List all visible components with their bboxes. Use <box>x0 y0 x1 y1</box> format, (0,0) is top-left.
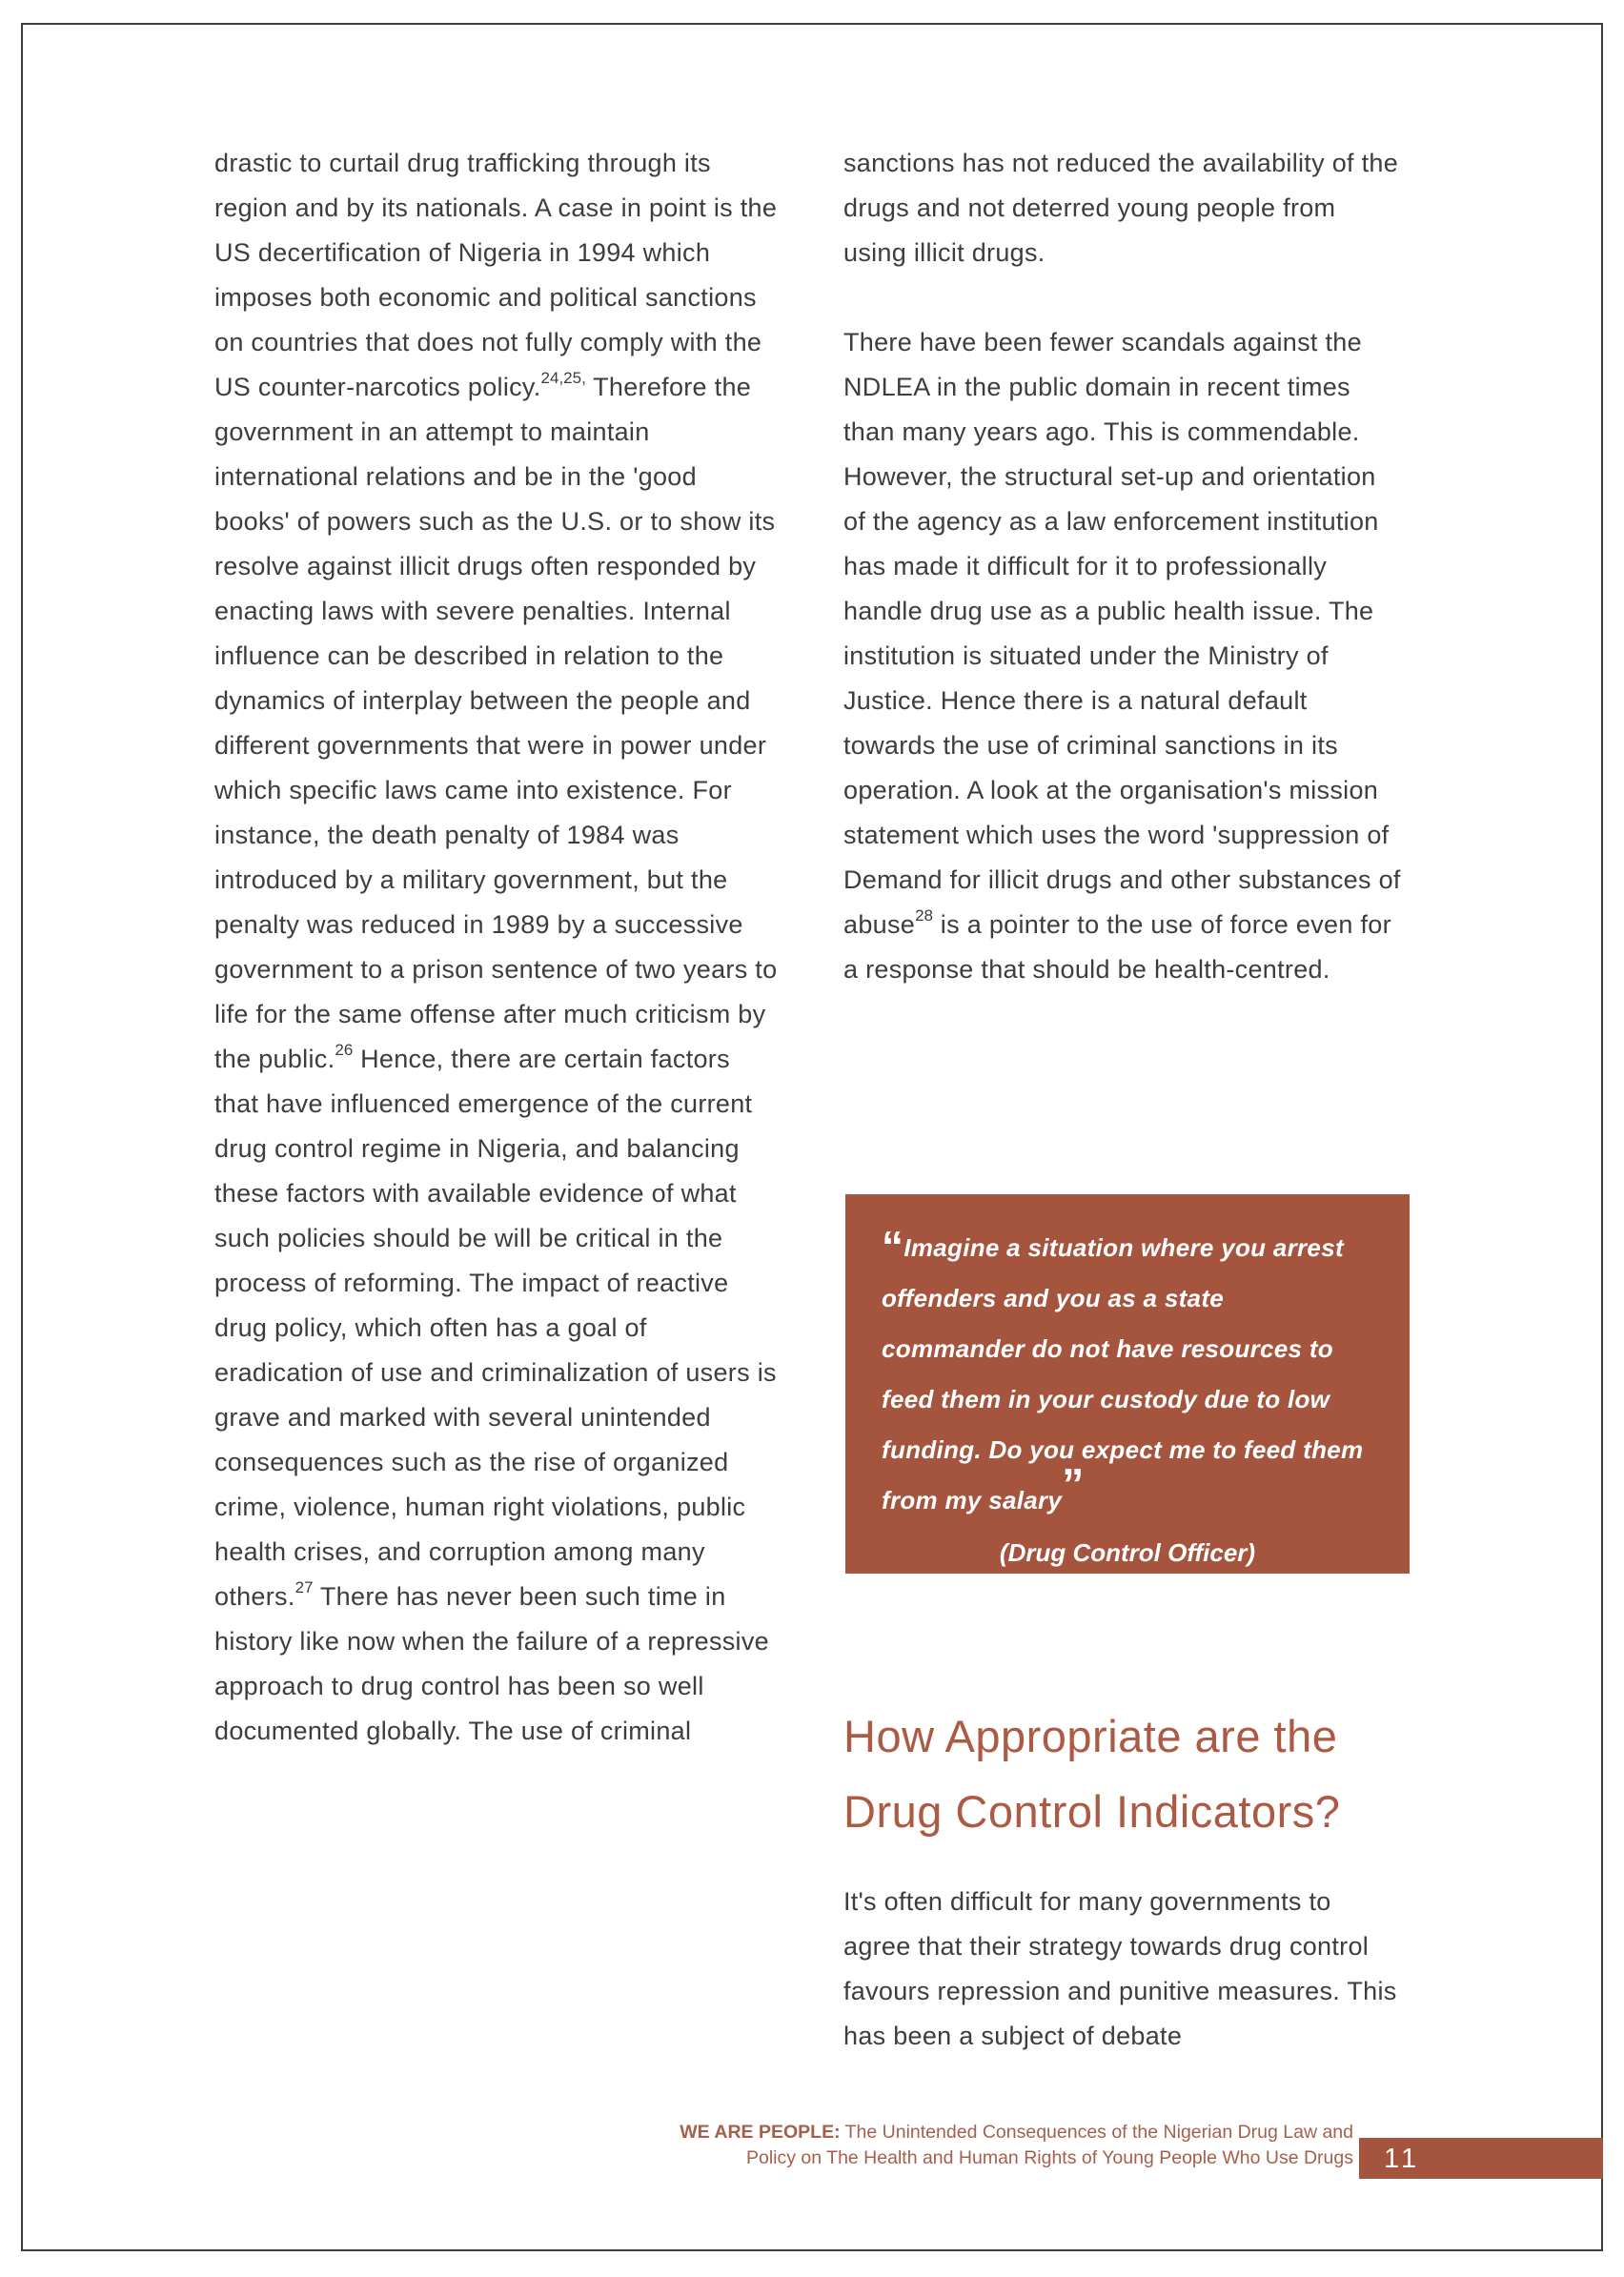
footer-report-label: WE ARE PEOPLE: <box>680 2122 841 2143</box>
body-text-segment: Therefore the government in an attempt to maintain international relations and be in the 'good books' of powers such as the U.S. or to show its resolve against illicit drugs often responded by enacting laws with severe penalties. Internal influence can be described in relation to the dynamics of interplay between the people and different governments that were in power under which specific laws came into existence. For instance, the death penalty of 1984 was introduced by a military government, but the penalty was reduced in 1989 by a successive government to a prison sentence of two years to life for the same offense after much criticism by the public. <box>214 373 778 1073</box>
footnote-ref-24-25: 24,25, <box>540 369 586 387</box>
left-column-paragraph <box>214 141 779 1754</box>
body-text-segment: drastic to curtail drug trafficking through its region and by its nationals. A case in point is the US decertification of Nigeria in 1994 which imposes both economic and political sanctions on countries that does not fully comply with the US counter-narcotics policy. <box>214 149 778 401</box>
section-heading: How Appropriate are the Drug Control Indicators? <box>843 1711 1341 1837</box>
section-paragraph: It's often difficult for many governments to agree that their strategy towards drug control favours repression and punitive measures. This has been a subject of debate <box>843 1887 1397 2050</box>
footnote-ref-26: 26 <box>335 1041 354 1059</box>
close-quote-mark: ” <box>1062 1459 1085 1509</box>
footnote-ref-28: 28 <box>915 906 933 925</box>
body-text-segment: Hence, there are certain factors that have influenced emergence of the current drug control regime in Nigeria, and balancing these factors with available evidence of what such policies should be will be critical in the process of reforming. The impact of reactive drug policy, which often has a goal of eradication of use and criminalization of users is grave and marked with several unintended consequences such as the rise of organized crime, violence, human right violations, public health crises, and corruption among many others. <box>214 1045 777 1611</box>
right-column-paragraph-2 <box>843 320 1404 992</box>
open-quote-mark: “ <box>882 1222 904 1271</box>
quote-attribution: (Drug Control Officer) <box>999 1538 1256 1567</box>
quote-text-body: Imagine a situation where you arrest offenders and you as a state commander do not have resources to feed them in your custody due to low funding. Do you expect me to feed them from my salary <box>882 1233 1364 1515</box>
body-text-segment: is a pointer to the use of force even for a response that should be health-centred. <box>843 910 1391 984</box>
left-column <box>214 141 779 1754</box>
right-column <box>843 141 1404 1037</box>
page-number-badge: 11 <box>1359 2138 1603 2179</box>
pull-quote-text <box>882 1223 1373 1526</box>
footer-report-title <box>648 2120 1353 2171</box>
footer-report-subtitle: The Unintended Consequences of the Nigerian Drug Law and Policy on The Health and Human Rights of Young People Who Use Drugs <box>745 2122 1353 2168</box>
body-text-segment: There have been fewer scandals against the NDLEA in the public domain in recent times than many years ago. This is commendable. However, the structural set-up and orientation of the agency as a law enforcement institution has made it difficult for it to professionally handle drug use as a public health issue. The institution is situated under the Ministry of Justice. Hence there is a natural default towards the use of criminal sanctions in its operation. A look at the organisation's mission statement which uses the word 'suppression of Demand for illicit drugs and other substances of abuse <box>843 328 1401 939</box>
pull-quote-box <box>845 1194 1410 1574</box>
right-column-paragraph-1: sanctions has not reduced the availability of the drugs and not deterred young people from using illicit drugs. <box>843 149 1399 267</box>
body-text-segment: There has never been such time in history like now when the failure of a repressive approach to drug control has been so well documented globally. The use of criminal <box>214 1582 769 1745</box>
footnote-ref-27: 27 <box>294 1578 314 1596</box>
